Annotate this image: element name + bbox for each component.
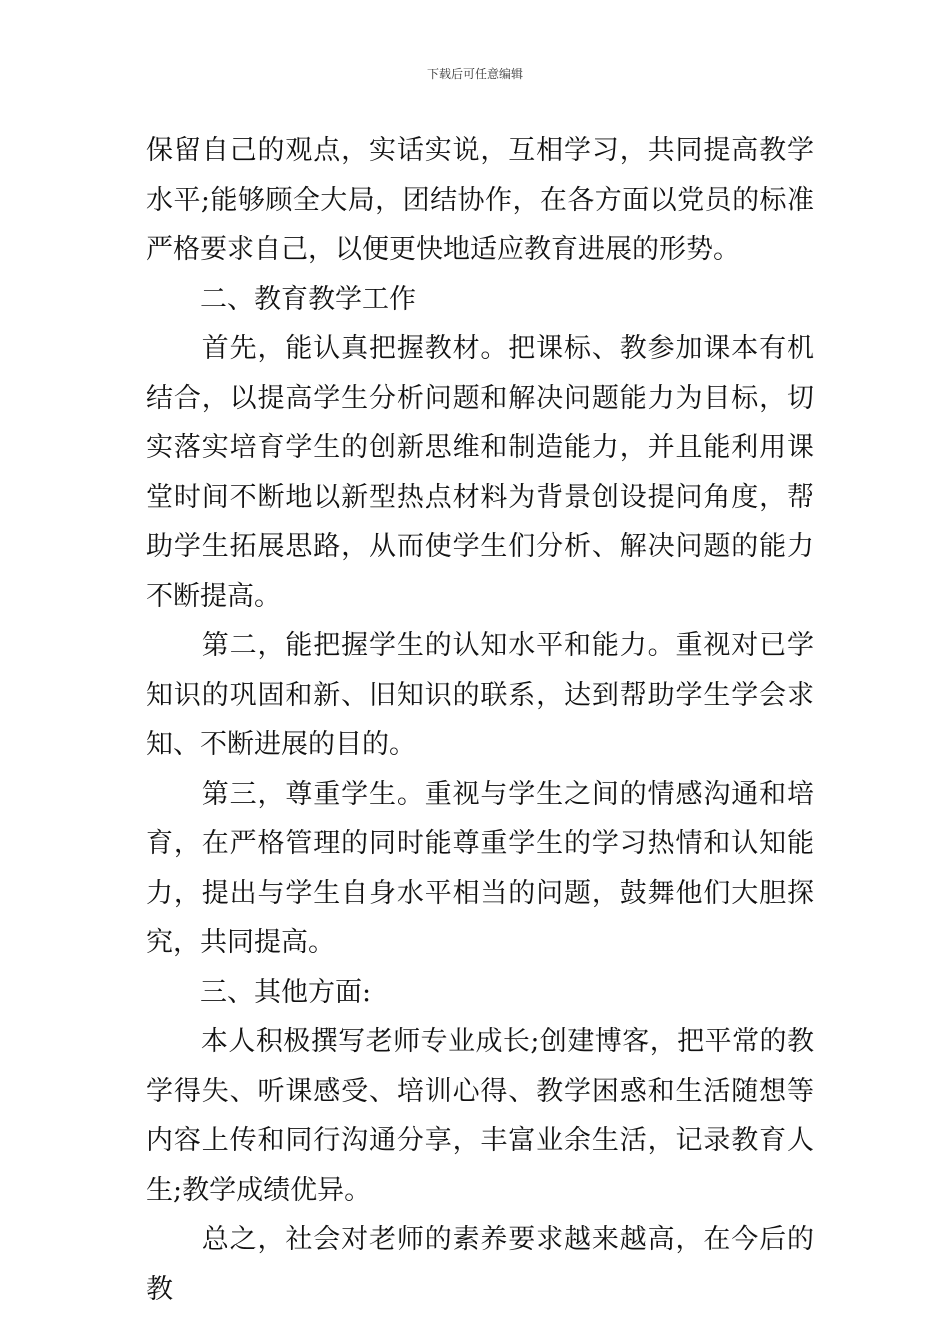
document-body <box>146 126 814 1314</box>
paragraph-first: 首先，能认真把握教材。把课标、教参加课本有机结合，以提高学生分析问题和解决问题能力为目标，切实落实培育学生的创新思维和制造能力，并且能利用课堂时间不断地以新型热点材料为背景创设提问角度，帮助学生拓展思路，从而使学生们分析、解决问题的能力不断提高。 <box>146 333 814 612</box>
paragraph-summary: 总之，社会对老师的素养要求越来越高，在今后的教 <box>146 1224 814 1305</box>
section-heading-other: 三、其他方面: <box>146 976 372 1008</box>
paragraph-continued-intro: 保留自己的观点，实话实说，互相学习，共同提高教学水平;能够顾全大局，团结协作，在各方面以党员的标准严格要求自己，以便更快地适应教育进展的形势。 <box>146 135 814 265</box>
paragraph-second: 第二，能把握学生的认知水平和能力。重视对已学知识的巩固和新、旧知识的联系，达到帮助学生学会求知、不断进展的目的。 <box>146 630 814 760</box>
paragraph-other-aspects: 本人积极撰写老师专业成长;创建博客，把平常的教学得失、听课感受、培训心得、教学困惑和生活随想等内容上传和同行沟通分享，丰富业余生活，记录教育人生;教学成绩优异。 <box>146 1026 814 1206</box>
paragraph-third: 第三，尊重学生。重视与学生之间的情感沟通和培育，在严格管理的同时能尊重学生的学习热情和认知能力，提出与学生自身水平相当的问题，鼓舞他们大胆探究，共同提高。 <box>146 778 814 958</box>
section-heading-teaching: 二、教育教学工作 <box>146 283 416 315</box>
page-header: 下载后可任意编辑 <box>426 67 523 81</box>
